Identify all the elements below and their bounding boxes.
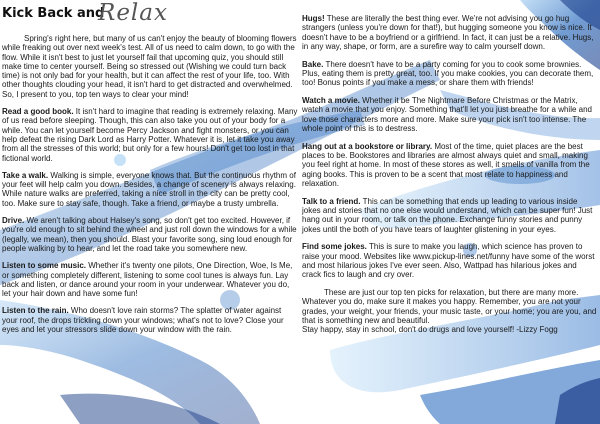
tip-heading: Listen to some music. [2,261,87,271]
tip-heading: Hugs! [302,14,325,23]
tip-bookstore [302,142,598,188]
left-column [2,0,299,342]
tip-body: Most of the time, quiet places are the best places to be. Bookstores and libraries are almost always quiet and small, making you feel right at home. In most of these stores as well, it smells of vanilla from the aging books. This is proven to be a scent that most relate to happiness and relaxation. [302,141,590,188]
tip-body: There doesn't have to be a party coming for you to cook some brownies. Plus, eating them is pretty great, too. If you make cookies, you can decorate them, too! Bonus points if you make a mess, or share them with friends! [302,59,594,88]
tip-body: Walking is simple, everyone knows that. But the continuous rhythm of your feet will help calm you down. Besides, a change of scenery is always relaxing. While nature walks are preferred, taking a nice stroll in the city can be pretty cool, too. Make sure to stay safe, though. Take a friend, or maybe a trusty umbrella. [2,170,296,208]
tip-read-a-book [2,107,299,163]
tip-listen-to-music [2,261,299,298]
tip-hugs [302,14,598,51]
tip-watch-a-movie [302,96,598,133]
tip-heading: Listen to the rain. [2,306,69,316]
tip-body: Whether it be The Nightmare Before Christmas or the Matrix, watch a movie that you enjoy. Something that'll let you just breathe for a while and love those characters more and more. Make sure your pick isn't too intense. The whole point of this is to destress. [302,96,592,133]
closing-paragraph [302,288,598,325]
signoff: Stay happy, stay in school, don't do drugs and love yourself! -Lizzy Fogg [302,325,558,335]
tip-heading: Talk to a friend. [302,196,361,206]
title [2,0,299,34]
tip-take-a-walk [2,171,299,208]
tip-body: These are literally the best thing ever. We're not advising you go hug strangers (unless you're down for that!), but hugging someone you know is nice. It doesn't have to be a boyfriend or a girlfriend. In fact, it can just be a relative. Hugs, in any way, shape, or form, are a surefire way to calm yourself down. [302,14,594,51]
tip-body: Who doesn't love rain storms? The splatter of water against your roof, the drops trickling down your windows; what's not to love? Close your eyes and let your stressors slide down your window with the rain. [2,306,284,335]
tip-body: This can be something that ends up leading to various inside jokes and stories that no one else would understand, which can be super fun! Just hang out in your room, or talk on the phone. Exchange funny stories and punny jokes until the both of you have tears of laughter glistening in your eyes. [302,196,593,234]
tip-heading: Find some jokes. [302,242,367,252]
title-main: Kick Back and [2,6,105,21]
tip-bake [302,60,598,88]
right-column [302,14,598,343]
closing-text: These are just our top ten picks for relaxation, but there are many more. Whatever you do, make sure it makes you happy. Remember, you are not your grades, your weight, your friends, your music taste, or your home; you are you, and that is something new and beautiful. [302,288,597,326]
tip-heading: Bake. [302,59,324,69]
tip-talk-to-friend [302,197,598,234]
tip-body: We aren't talking about Halsey's song, so don't get too excited. However, if you're old enough to sit behind the wheel and just roll down the windows for a while (legally, we mean), then you should. Blast your favorite song, sing loud enough for people walking by to hear, and let the road take you somewhere new. [2,216,297,253]
tip-body: It isn't hard to imagine that reading is extremely relaxing. Many of us read before sleeping. Though, this can also take you out of your body for a while. You can let yourself become Percy Jackson and fight monsters, or you can help defeat the rising Dark Lord as Harry Potter. Whatever it is, let it take you away from all the stresses of this world; but only for a few hours! Don't get too lost in that fictional world. [2,107,298,163]
tip-body: This is sure to make you laugh, which science has proven to raise your mood. Websites like www.pickup-lines.net/funny have some of the worst and most hilarious jokes I've ever seen. Also, Wattpad has hilarious jokes and crack fics to laugh and cry over. [302,242,595,280]
intro-paragraph: Spring's right here, but many of us can't enjoy the beauty of blooming flowers while freaking out over next week's test. All of us need to calm down, to go with the flow. While it isn't best to just let yourself fail that upcoming quiz, you should still make time to center yourself. Being so stressed out (Wishing we could turn back time) is not only bad for your health, but it can affect the rest of your life, too. With other thoughts clouding your head, it isn't hard to get distracted and overwhelmed. So, I present to you, top ten ways to clear your mind! [2,34,297,99]
tip-drive [2,216,299,253]
tip-body: Whether it's twenty one pilots, One Direction, Woe, Is Me, or something completely different, listening to some cool tunes is always fun. Lay back and listen, or dance around your room in your underwear. Whatever you do, let your hair down and have some fun! [2,261,293,299]
tip-heading: Take a walk. [2,170,49,180]
title-script: Relax [98,0,168,26]
tip-heading: Read a good book. [2,107,74,117]
tip-heading: Watch a movie. [302,96,360,106]
tip-listen-to-rain [2,306,299,334]
tip-heading: Drive. [2,216,25,226]
tip-find-jokes [302,242,598,279]
tip-heading: Hang out at a bookstore or library. [302,141,433,151]
